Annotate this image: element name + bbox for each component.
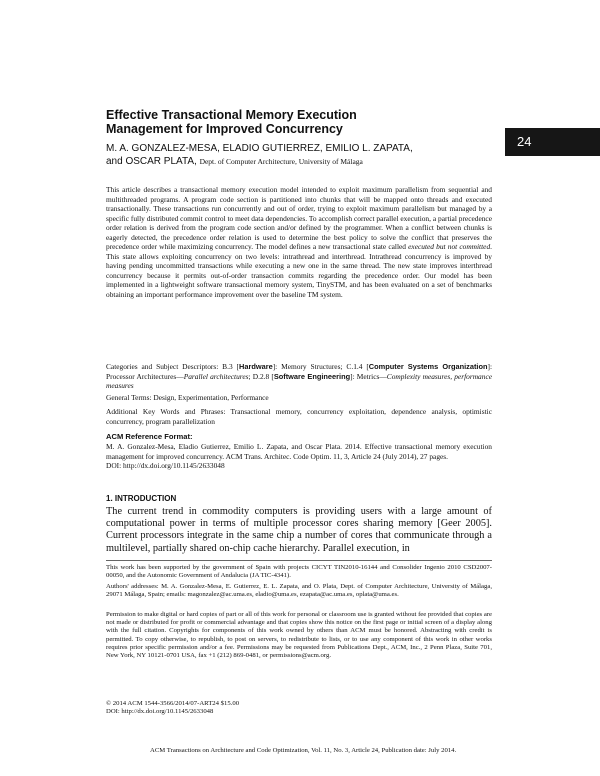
footnote-addresses: Authors' addresses: M. A. Gonzalez-Mesa, E. Gutierrez, E. L. Zapata, and O. Plata, Dept. of Computer Architecture, University of Málaga, 29071 Málaga, Spain; emails: magonzalez@ac.uma.es, eladio@uma.es, ezapata@ac.uma.es, oplata@uma.es. bbox=[106, 583, 492, 599]
abstract-part-2: . This state allows exploiting concurrency on two levels: intrathread and interthread. Intrathread concurrency is improved by having pending uncommitted transactions while executing a new one in the same thread. The new state improves interthread concurrency because it permits out-of-order transaction commits regarding the precedence order. Our model has been implemented in a lightweight software transactional memory system, TinySTM, and has been evaluated on a set of benchmarks obtaining an important performance improvement over the baseline TM system. bbox=[106, 242, 492, 299]
categories-bold-1: Hardware bbox=[239, 362, 273, 371]
author-block bbox=[106, 142, 501, 168]
footnote-permission: Permission to make digital or hard copies of part or all of this work for personal or classroom use is granted without fee provided that copies are not made or distributed for profit or commercial advantage and that copies show this notice on the first page or initial screen of a display along with the full citation. Copyrights for components of this work owned by others than ACM must be honored. Abstracting with credit is permitted. To copy otherwise, to republish, to post on servers, to redistribute to lists, or to use any component of this work in other works requires prior specific permission and/or a fee. Permissions may be requested from Publications Dept., ACM, Inc., 2 Penn Plaza, Suite 701, New York, NY 10121-0701 USA, fax +1 (212) 869-0481, or permissions@acm.org. bbox=[106, 611, 492, 660]
reference-format-heading: ACM Reference Format: bbox=[106, 432, 193, 441]
reference-citation: M. A. Gonzalez-Mesa, Eladio Gutierrez, Emilio L. Zapata, and Oscar Plata. 2014. Effective transactional memory execution management for improved concurrency. ACM Trans. Architec. Code Optim. 11, 3, Article 24 (July 2014), 27 pages. bbox=[106, 442, 492, 461]
authors-line-2 bbox=[106, 155, 501, 168]
article-number-tab: 24 bbox=[505, 128, 600, 156]
footnote-support: This work has been supported by the government of Spain with projects CICYT TIN2010-16144 and Consolider Ingenio 2010 CSD2007-00050, and the Autonomic Government of Andalucia (JA TIC-4341). bbox=[106, 564, 492, 580]
categories-descriptors bbox=[106, 362, 492, 391]
copyright-line: © 2014 ACM 1544-3566/2014/07-ART24 $15.00 bbox=[106, 700, 240, 707]
author-affiliation: Dept. of Computer Architecture, University of Málaga bbox=[199, 157, 363, 166]
categories-italic-1: Parallel architectures bbox=[183, 371, 249, 381]
section-heading-introduction: 1. INTRODUCTION bbox=[106, 494, 177, 503]
paper-title: Effective Transactional Memory Execution Management for Improved Concurrency bbox=[106, 108, 357, 136]
general-terms: General Terms: Design, Experimentation, Performance bbox=[106, 393, 269, 402]
footnote-copyright bbox=[106, 700, 492, 716]
categories-text-2: ]: Memory Structures; C.1.4 [ bbox=[272, 362, 369, 371]
categories-text-3: ]: Processor Architectures— bbox=[106, 362, 492, 381]
footnote-divider bbox=[106, 560, 492, 561]
footnote-doi: DOI: http://dx.doi.org/10.1145/2633048 bbox=[106, 708, 214, 716]
abstract-emphasis: executed but not committed bbox=[408, 242, 491, 251]
introduction-text: The current trend in commodity computers is providing users with a large amount of computational power in terms of multiple processor cores sharing memory [Geer 2005]. Current processors integrate in the same chip a number of cores that communicate through a multilevel, partially shared on-chip cache hierarchy. Parallel execution, in bbox=[106, 506, 492, 554]
authors-line-1: M. A. GONZALEZ-MESA, ELADIO GUTIERREZ, EMILIO L. ZAPATA, bbox=[106, 143, 413, 154]
categories-text-5: ]: Metrics— bbox=[350, 371, 387, 381]
categories-text-4: ; D.2.8 [ bbox=[248, 371, 274, 381]
categories-text-1: Categories and Subject Descriptors: B.3 [ bbox=[106, 362, 240, 371]
keywords: Additional Key Words and Phrases: Transactional memory, concurrency exploitation, dependence analysis, optimistic concurrency, program parallelization bbox=[106, 407, 492, 426]
abstract-part-1: This article describes a transactional memory execution model intended to exploit maximum parallelism from sequential and multithreaded programs. A program code section is partitioned into chunks that will be mapped onto threads and executed transactionally. These transactions run concurrently and out of order, trying to exploit maximum parallelism but managed by a specific fully distributed commit control to meet data dependencies. To accomplish correct parallel execution, a partial precedence order relation is derived from the program code section and/or defined by the programmer. When a conflict between chunks is eagerly detected, the precedence order relation is used to determine the best policy to solve the conflict that preserves the precedence order while maximizing concurrency. The model defines a new transactional state called bbox=[106, 185, 492, 251]
categories-bold-3: Software Engineering bbox=[273, 371, 351, 381]
abstract bbox=[106, 185, 492, 299]
categories-bold-2: Computer Systems Organization bbox=[368, 362, 488, 371]
authors-line-2-names: and OSCAR PLATA, bbox=[106, 156, 197, 167]
reference-format-body bbox=[106, 442, 492, 471]
running-footer: ACM Transactions on Architecture and Code Optimization, Vol. 11, No. 3, Article 24, Publication date: July 2014. bbox=[150, 747, 457, 754]
reference-doi: DOI: http://dx.doi.org/10.1145/2633048 bbox=[106, 461, 225, 470]
categories-italic-2: Complexity measures, performance measures bbox=[106, 371, 493, 390]
